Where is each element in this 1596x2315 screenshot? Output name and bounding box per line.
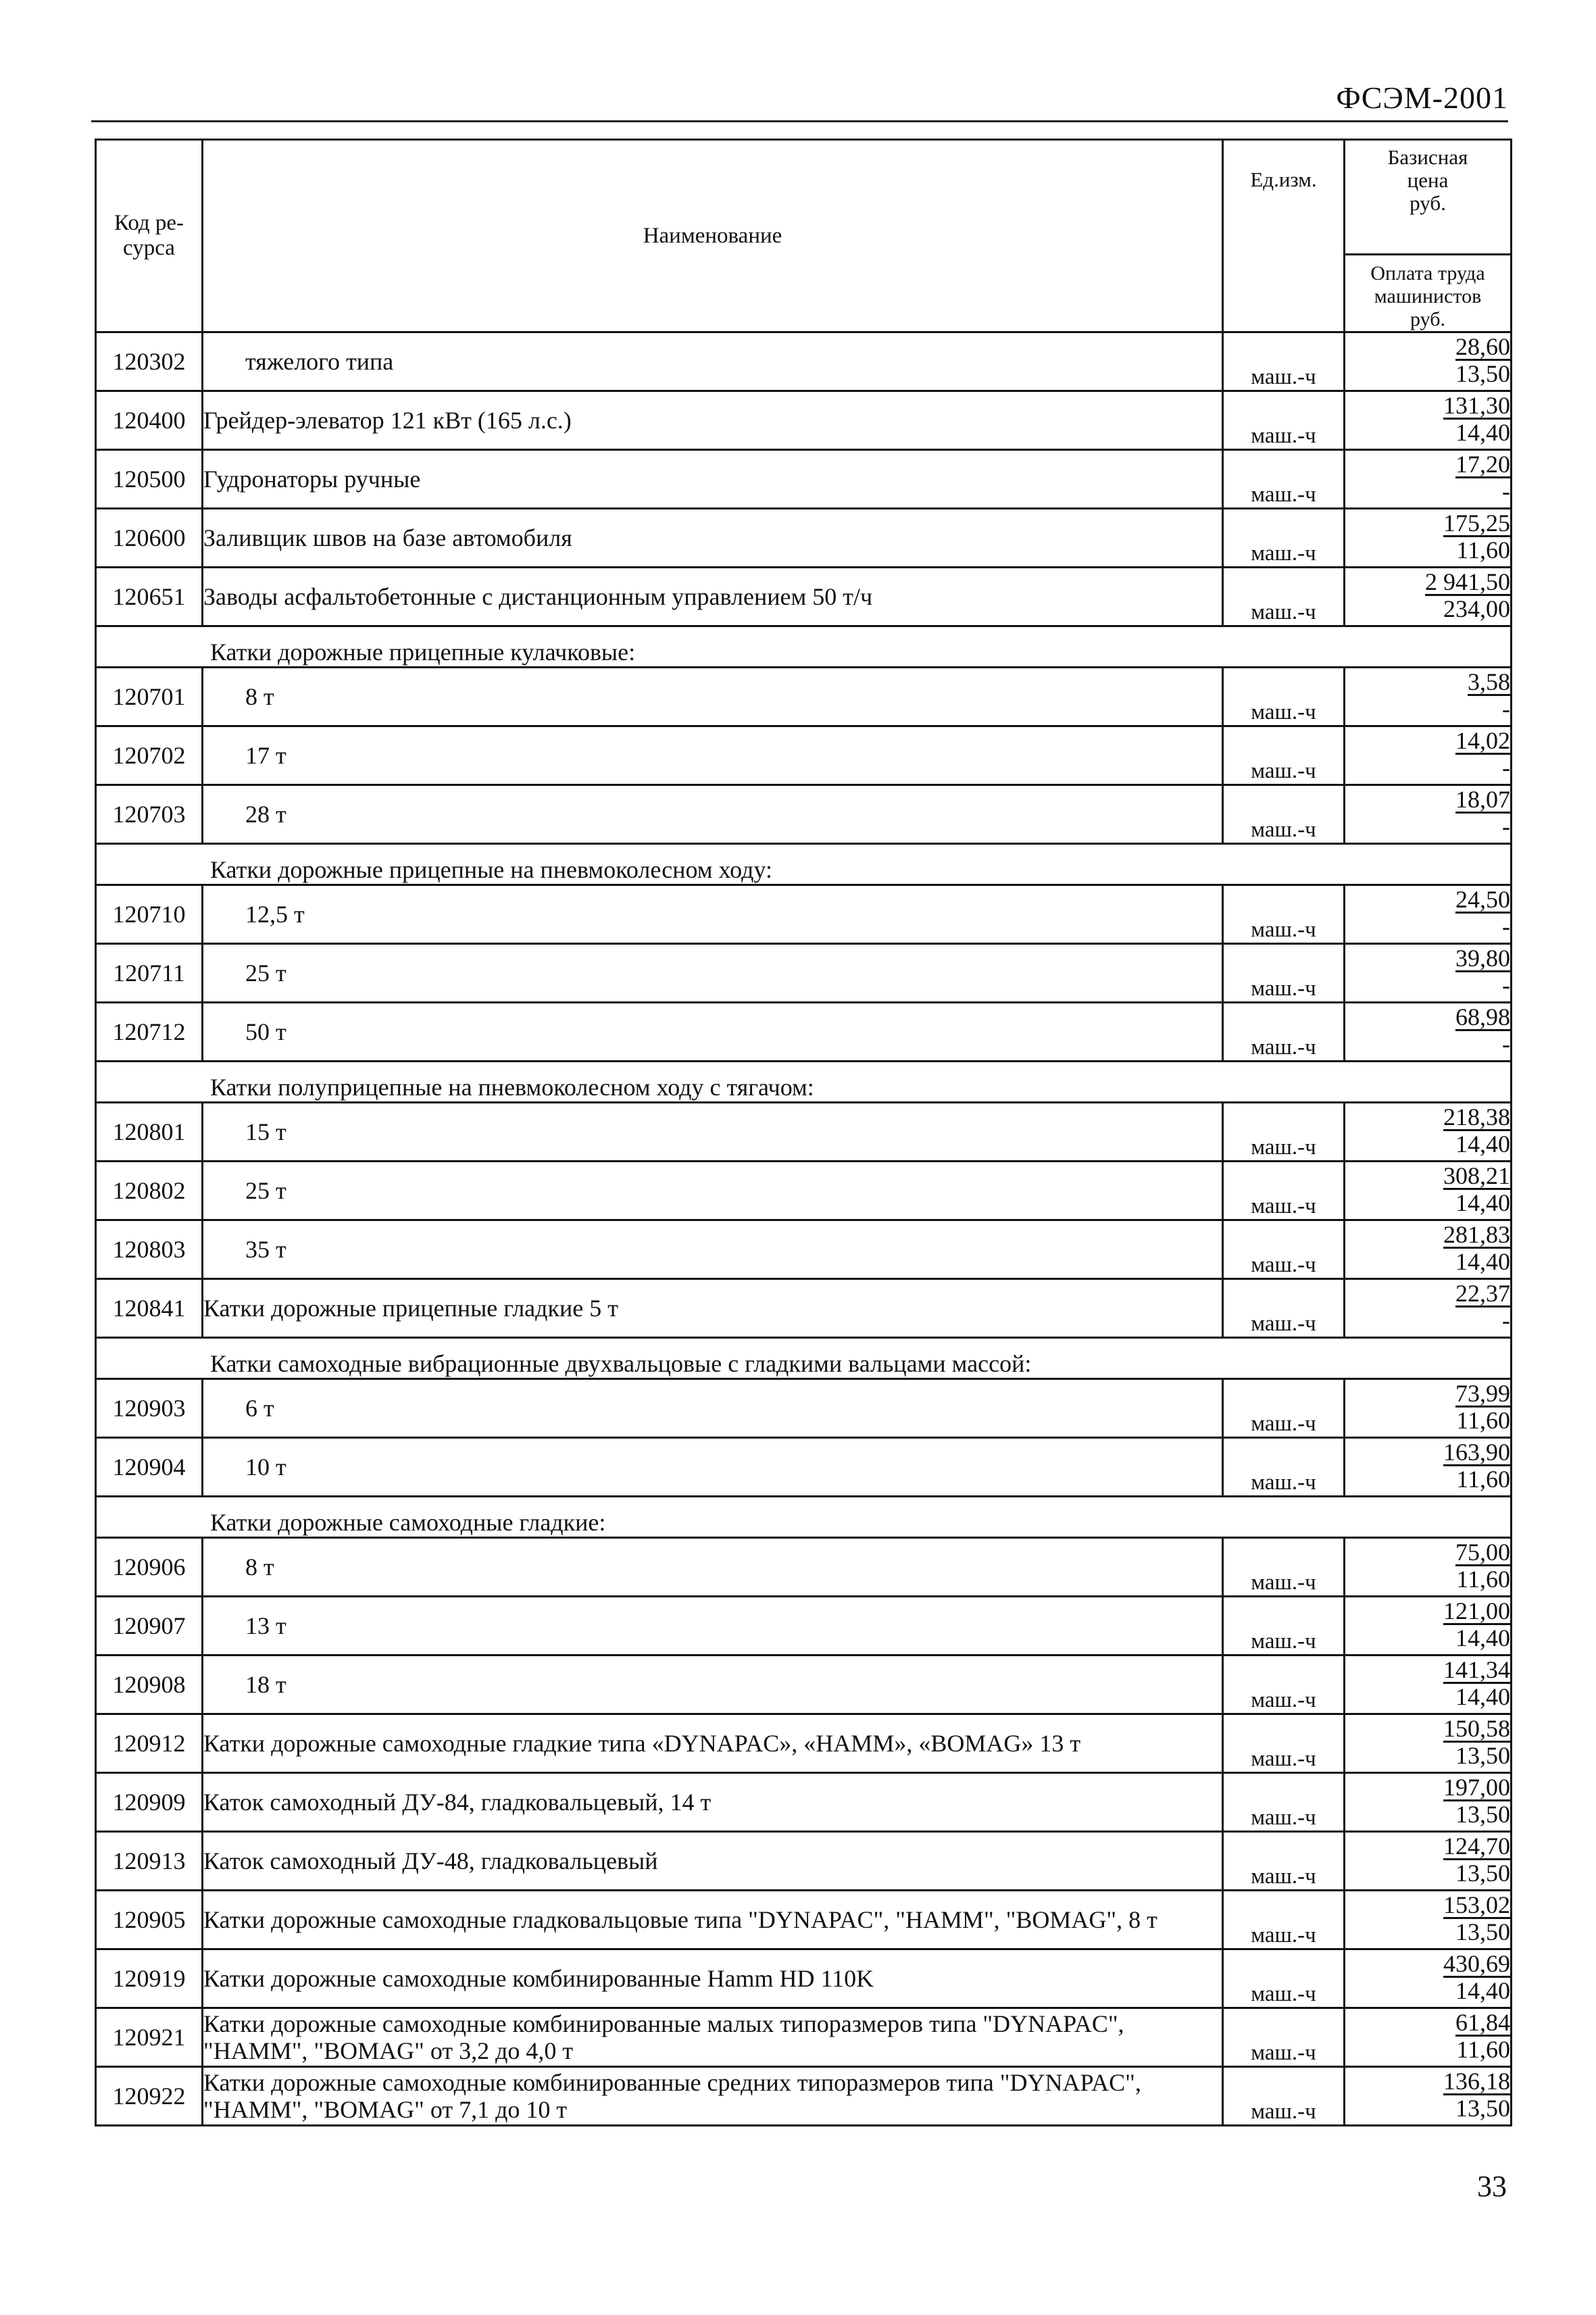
group-heading-row — [96, 844, 1512, 885]
resource-unit: маш.-ч — [1223, 1103, 1345, 1162]
table-row — [96, 332, 1512, 391]
base-price: 141,34 — [1443, 1656, 1510, 1683]
resource-unit: маш.-ч — [1223, 668, 1345, 726]
resource-name: тяжелого типа — [203, 332, 1223, 391]
labor-cost: 13,50 — [1455, 2095, 1510, 2122]
price-cell — [1345, 1891, 1512, 1949]
resource-code: 120711 — [96, 944, 203, 1003]
base-price: 131,30 — [1443, 392, 1510, 419]
price-cell — [1345, 1162, 1512, 1220]
resource-name: Заливщик швов на базе автомобиля — [203, 509, 1223, 568]
labor-cost: 234,00 — [1443, 595, 1510, 622]
table-row — [96, 1949, 1512, 2008]
resource-name: 10 т — [203, 1438, 1223, 1497]
resource-unit: маш.-ч — [1223, 785, 1345, 844]
resource-name: 28 т — [203, 785, 1223, 844]
labor-cost: 14,40 — [1455, 1977, 1510, 2004]
base-price: 73,99 — [1455, 1380, 1510, 1407]
table-row — [96, 1162, 1512, 1220]
base-price: 430,69 — [1443, 1950, 1510, 1977]
resource-name: Каток самоходный ДУ-84, гладковальцевый, 14 т — [203, 1773, 1223, 1832]
column-header-code: Код ре- сурса — [96, 140, 203, 332]
resource-code: 120703 — [96, 785, 203, 844]
resource-unit: маш.-ч — [1223, 1379, 1345, 1438]
table-row — [96, 885, 1512, 944]
table-row — [96, 1220, 1512, 1279]
table-row — [96, 1656, 1512, 1714]
price-cell — [1345, 1597, 1512, 1656]
price-cell — [1345, 785, 1512, 844]
price-cell — [1345, 509, 1512, 568]
base-price: 68,98 — [1455, 1003, 1510, 1030]
group-heading: Катки дорожные прицепные кулачковые: — [96, 626, 1512, 668]
labor-cost: 13,50 — [1455, 1801, 1510, 1828]
labor-cost: 14,40 — [1455, 419, 1510, 446]
labor-cost: - — [1502, 754, 1510, 781]
labor-cost: 11,60 — [1456, 1407, 1510, 1434]
base-price: 39,80 — [1455, 945, 1510, 972]
resource-code: 120500 — [96, 450, 203, 509]
table-row — [96, 450, 1512, 509]
price-cell — [1345, 568, 1512, 626]
resource-unit: маш.-ч — [1223, 726, 1345, 785]
document-code: ФСЭМ-2001 — [1336, 80, 1508, 115]
resource-table — [95, 139, 1512, 2126]
resource-unit: маш.-ч — [1223, 1162, 1345, 1220]
resource-code: 120712 — [96, 1003, 203, 1062]
base-price: 75,00 — [1455, 1539, 1510, 1566]
resource-code: 120702 — [96, 726, 203, 785]
resource-unit: маш.-ч — [1223, 1949, 1345, 2008]
resource-name: Катки дорожные самоходные комбинированные малых типоразмеров типа "DYNAPAC", "HAMM", "BOMAG" от 3,2 до 4,0 т — [203, 2008, 1223, 2067]
header-rule — [91, 120, 1508, 122]
base-price: 218,38 — [1443, 1103, 1510, 1130]
price-cell — [1345, 885, 1512, 944]
labor-cost: 13,50 — [1455, 1742, 1510, 1769]
price-cell — [1345, 1538, 1512, 1597]
resource-name: Катки дорожные самоходные комбинированные Hamm HD 110K — [203, 1949, 1223, 2008]
column-header-base-price: Базисная цена руб. — [1345, 141, 1510, 255]
table-row — [96, 1832, 1512, 1891]
price-cell — [1345, 1832, 1512, 1891]
price-cell — [1345, 1714, 1512, 1773]
resource-name: Катки дорожные самоходные комбинированные средних типоразмеров типа "DYNAPAC", "HAMM", "BOMAG" от 7,1 до 10 т — [203, 2067, 1223, 2126]
resource-name: 18 т — [203, 1656, 1223, 1714]
resource-name: 8 т — [203, 668, 1223, 726]
price-cell — [1345, 1949, 1512, 2008]
base-price: 17,20 — [1455, 451, 1510, 478]
table-row — [96, 1773, 1512, 1832]
resource-unit: маш.-ч — [1223, 1832, 1345, 1891]
resource-unit: маш.-ч — [1223, 1714, 1345, 1773]
resource-code: 120904 — [96, 1438, 203, 1497]
base-price: 24,50 — [1455, 886, 1510, 913]
table-row — [96, 509, 1512, 568]
group-heading-row — [96, 626, 1512, 668]
table-row — [96, 1714, 1512, 1773]
labor-cost: 14,40 — [1455, 1624, 1510, 1651]
table-row — [96, 391, 1512, 450]
base-price: 61,84 — [1455, 2009, 1510, 2036]
resource-unit: маш.-ч — [1223, 1279, 1345, 1338]
labor-cost: 13,50 — [1455, 1860, 1510, 1887]
resource-code: 120909 — [96, 1773, 203, 1832]
resource-code: 120801 — [96, 1103, 203, 1162]
price-cell — [1345, 1279, 1512, 1338]
base-price: 308,21 — [1443, 1162, 1510, 1189]
resource-code: 120912 — [96, 1714, 203, 1773]
resource-code: 120922 — [96, 2067, 203, 2126]
base-price: 153,02 — [1443, 1891, 1510, 1918]
base-price: 136,18 — [1443, 2068, 1510, 2095]
resource-code: 120907 — [96, 1597, 203, 1656]
base-price: 163,90 — [1443, 1439, 1510, 1466]
labor-cost: - — [1502, 913, 1510, 940]
table-row — [96, 1597, 1512, 1656]
group-heading: Катки дорожные самоходные гладкие: — [96, 1497, 1512, 1538]
labor-cost: 13,50 — [1455, 360, 1510, 387]
table-row — [96, 2067, 1512, 2126]
resource-code: 120908 — [96, 1656, 203, 1714]
price-cell — [1345, 1656, 1512, 1714]
table-header-row — [96, 140, 1512, 332]
base-price: 175,25 — [1443, 509, 1510, 537]
resource-name: Катки дорожные самоходные гладкие типа «DYNAPAC», «HAMM», «BOMAG» 13 т — [203, 1714, 1223, 1773]
table-row — [96, 1538, 1512, 1597]
base-price: 124,70 — [1443, 1833, 1510, 1860]
table-row — [96, 1891, 1512, 1949]
price-cell — [1345, 332, 1512, 391]
resource-name: Гудронаторы ручные — [203, 450, 1223, 509]
table-row — [96, 1103, 1512, 1162]
price-cell — [1345, 450, 1512, 509]
resource-unit: маш.-ч — [1223, 332, 1345, 391]
column-header-labor-cost: Оплата труда машинистов руб. — [1370, 262, 1485, 330]
resource-name: 25 т — [203, 1162, 1223, 1220]
resource-unit: маш.-ч — [1223, 1438, 1345, 1497]
resource-unit: маш.-ч — [1223, 1597, 1345, 1656]
resource-unit: маш.-ч — [1223, 1773, 1345, 1832]
base-price: 150,58 — [1443, 1715, 1510, 1742]
price-cell — [1345, 726, 1512, 785]
resource-name: 25 т — [203, 944, 1223, 1003]
table-row — [96, 2008, 1512, 2067]
base-price: 3,58 — [1468, 668, 1510, 695]
resource-unit: маш.-ч — [1223, 1891, 1345, 1949]
price-cell — [1345, 1773, 1512, 1832]
resource-unit: маш.-ч — [1223, 2067, 1345, 2126]
price-cell — [1345, 2008, 1512, 2067]
resource-name: 8 т — [203, 1538, 1223, 1597]
table-row — [96, 668, 1512, 726]
resource-name: Катки дорожные прицепные гладкие 5 т — [203, 1279, 1223, 1338]
price-cell — [1345, 1003, 1512, 1062]
table-row — [96, 1379, 1512, 1438]
resource-name: 12,5 т — [203, 885, 1223, 944]
resource-code: 120400 — [96, 391, 203, 450]
base-price: 281,83 — [1443, 1221, 1510, 1248]
resource-name: 15 т — [203, 1103, 1223, 1162]
base-price: 18,07 — [1455, 786, 1510, 813]
base-price: 22,37 — [1455, 1280, 1510, 1307]
resource-unit: маш.-ч — [1223, 1656, 1345, 1714]
labor-cost: - — [1502, 813, 1510, 840]
labor-cost: 13,50 — [1455, 1918, 1510, 1945]
resource-unit: маш.-ч — [1223, 568, 1345, 626]
labor-cost: - — [1502, 1030, 1510, 1057]
resource-code: 120302 — [96, 332, 203, 391]
base-price: 121,00 — [1443, 1597, 1510, 1624]
labor-cost: 11,60 — [1456, 2036, 1510, 2063]
table-row — [96, 568, 1512, 626]
labor-cost: - — [1502, 695, 1510, 722]
resource-unit: маш.-ч — [1223, 1538, 1345, 1597]
price-cell — [1345, 2067, 1512, 2126]
price-cell — [1345, 1379, 1512, 1438]
base-price: 28,60 — [1455, 333, 1510, 360]
resource-code: 120906 — [96, 1538, 203, 1597]
resource-code: 120913 — [96, 1832, 203, 1891]
price-cell — [1345, 1103, 1512, 1162]
price-cell — [1345, 1438, 1512, 1497]
group-heading: Катки самоходные вибрационные двухвальцовые с гладкими вальцами массой: — [96, 1338, 1512, 1379]
table-row — [96, 785, 1512, 844]
resource-code: 120919 — [96, 1949, 203, 2008]
resource-unit: маш.-ч — [1223, 1003, 1345, 1062]
resource-name: 50 т — [203, 1003, 1223, 1062]
resource-code: 120710 — [96, 885, 203, 944]
resource-code: 120701 — [96, 668, 203, 726]
base-price: 2 941,50 — [1425, 568, 1510, 595]
column-header-name: Наименование — [203, 140, 1223, 332]
labor-cost: - — [1502, 478, 1510, 505]
table-row — [96, 1438, 1512, 1497]
column-header-price — [1345, 140, 1512, 332]
base-price: 197,00 — [1443, 1774, 1510, 1801]
price-cell — [1345, 944, 1512, 1003]
base-price: 14,02 — [1455, 727, 1510, 754]
resource-code: 120841 — [96, 1279, 203, 1338]
group-heading-row — [96, 1338, 1512, 1379]
labor-cost: 11,60 — [1456, 1566, 1510, 1593]
resource-name: 6 т — [203, 1379, 1223, 1438]
resource-name: 17 т — [203, 726, 1223, 785]
labor-cost: 14,40 — [1455, 1683, 1510, 1710]
table-row — [96, 726, 1512, 785]
table-body — [96, 332, 1512, 2126]
resource-unit: маш.-ч — [1223, 450, 1345, 509]
resource-name: 35 т — [203, 1220, 1223, 1279]
resource-code: 120905 — [96, 1891, 203, 1949]
resource-code: 120802 — [96, 1162, 203, 1220]
labor-cost: 11,60 — [1456, 537, 1510, 564]
labor-cost: 14,40 — [1455, 1130, 1510, 1158]
labor-cost: 14,40 — [1455, 1248, 1510, 1275]
labor-cost: - — [1502, 972, 1510, 999]
labor-cost: 11,60 — [1456, 1466, 1510, 1493]
resource-unit: маш.-ч — [1223, 509, 1345, 568]
page-number: 33 — [1477, 2170, 1507, 2203]
resource-code: 120803 — [96, 1220, 203, 1279]
resource-name: 13 т — [203, 1597, 1223, 1656]
group-heading-row — [96, 1062, 1512, 1103]
resource-unit: маш.-ч — [1223, 2008, 1345, 2067]
resource-code: 120651 — [96, 568, 203, 626]
group-heading-row — [96, 1497, 1512, 1538]
price-cell — [1345, 391, 1512, 450]
labor-cost: - — [1502, 1307, 1510, 1334]
resource-unit: маш.-ч — [1223, 1220, 1345, 1279]
resource-code: 120600 — [96, 509, 203, 568]
column-header-unit: Ед.изм. — [1223, 140, 1345, 332]
resource-name: Катки дорожные самоходные гладковальцовые типа "DYNAPAC", "HAMM", "BOMAG", 8 т — [203, 1891, 1223, 1949]
resource-name: Грейдер-элеватор 121 кВт (165 л.с.) — [203, 391, 1223, 450]
group-heading: Катки дорожные прицепные на пневмоколесном ходу: — [96, 844, 1512, 885]
price-cell — [1345, 1220, 1512, 1279]
resource-unit: маш.-ч — [1223, 391, 1345, 450]
group-heading: Катки полуприцепные на пневмоколесном ходу с тягачом: — [96, 1062, 1512, 1103]
table-row — [96, 1279, 1512, 1338]
resource-name: Заводы асфальтобетонные с дистанционным управлением 50 т/ч — [203, 568, 1223, 626]
resource-code: 120921 — [96, 2008, 203, 2067]
resource-unit: маш.-ч — [1223, 944, 1345, 1003]
price-cell — [1345, 668, 1512, 726]
labor-cost: 14,40 — [1455, 1189, 1510, 1216]
table-row — [96, 944, 1512, 1003]
table-row — [96, 1003, 1512, 1062]
resource-name: Каток самоходный ДУ-48, гладковальцевый — [203, 1832, 1223, 1891]
resource-unit: маш.-ч — [1223, 885, 1345, 944]
resource-code: 120903 — [96, 1379, 203, 1438]
